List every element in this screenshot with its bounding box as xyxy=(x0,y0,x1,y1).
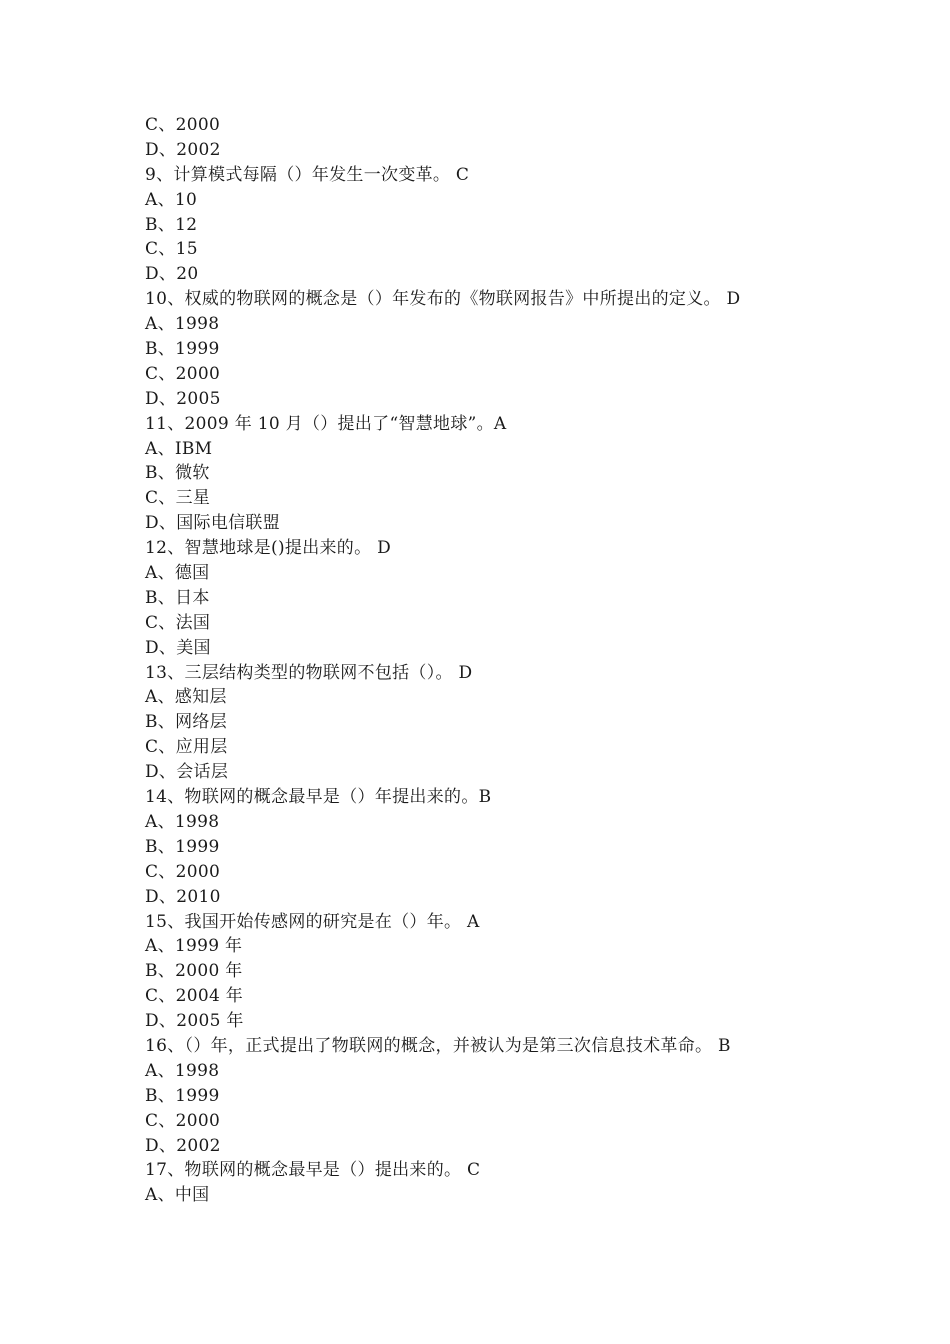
option-line: D、2002 xyxy=(145,1135,221,1156)
option-line: C、应用层 xyxy=(145,737,228,758)
option-line: A、中国 xyxy=(145,1185,210,1206)
question-line: 14、物联网的概念最早是（）年提出来的。B xyxy=(145,787,492,808)
option-line: B、1999 xyxy=(145,836,220,857)
question-line: 10、权威的物联网的概念是（）年发布的《物联网报告》中所提出的定义。 D xyxy=(145,289,741,310)
question-line: 17、物联网的概念最早是（）提出来的。 C xyxy=(145,1160,481,1181)
option-line: B、日本 xyxy=(145,587,210,608)
question-line: 16、（）年，正式提出了物联网的概念，并被认为是第三次信息技术革命。 B xyxy=(145,1035,731,1056)
option-line: C、2000 xyxy=(145,115,221,135)
document-body xyxy=(145,113,825,1208)
option-line: C、2004 年 xyxy=(145,986,244,1007)
option-line: D、国际电信联盟 xyxy=(145,513,281,534)
option-line: D、会话层 xyxy=(145,762,229,783)
option-line: C、2000 xyxy=(145,1110,221,1131)
option-line: D、20 xyxy=(145,264,199,285)
option-line: A、1998 xyxy=(145,314,220,335)
option-line: D、美国 xyxy=(145,637,211,658)
option-line: B、微软 xyxy=(145,463,210,484)
option-line: A、IBM xyxy=(145,438,213,459)
option-line: B、1999 xyxy=(145,1085,220,1106)
option-line: A、德国 xyxy=(145,563,210,584)
question-line: 12、智慧地球是()提出来的。 D xyxy=(145,538,392,559)
option-line: A、感知层 xyxy=(145,687,227,708)
option-line: A、10 xyxy=(145,189,198,210)
option-line: A、1998 xyxy=(145,811,220,832)
option-line: D、2002 xyxy=(145,139,221,160)
question-line: 13、三层结构类型的物联网不包括（）。 D xyxy=(145,662,473,683)
option-line: D、2010 xyxy=(145,886,221,907)
option-line: B、2000 年 xyxy=(145,961,243,982)
option-line: C、法国 xyxy=(145,612,211,633)
option-line: B、12 xyxy=(145,214,198,235)
option-line: D、2005 年 xyxy=(145,1011,244,1032)
option-line: A、1998 xyxy=(145,1060,220,1081)
option-line: A、1999 年 xyxy=(145,936,243,957)
option-line: C、2000 xyxy=(145,861,221,882)
option-line: D、2005 xyxy=(145,388,221,409)
question-line: 15、我国开始传感网的研究是在（）年。 A xyxy=(145,911,480,932)
option-line: C、2000 xyxy=(145,363,221,384)
option-line: B、网络层 xyxy=(145,712,227,733)
question-line: 9、计算模式每隔（）年发生一次变革。 C xyxy=(145,164,470,185)
option-line: C、15 xyxy=(145,239,198,260)
option-line: C、三星 xyxy=(145,488,211,509)
question-line: 11、2009 年 10 月（）提出了“智慧地球”。A xyxy=(145,413,507,434)
option-line: B、1999 xyxy=(145,339,220,360)
